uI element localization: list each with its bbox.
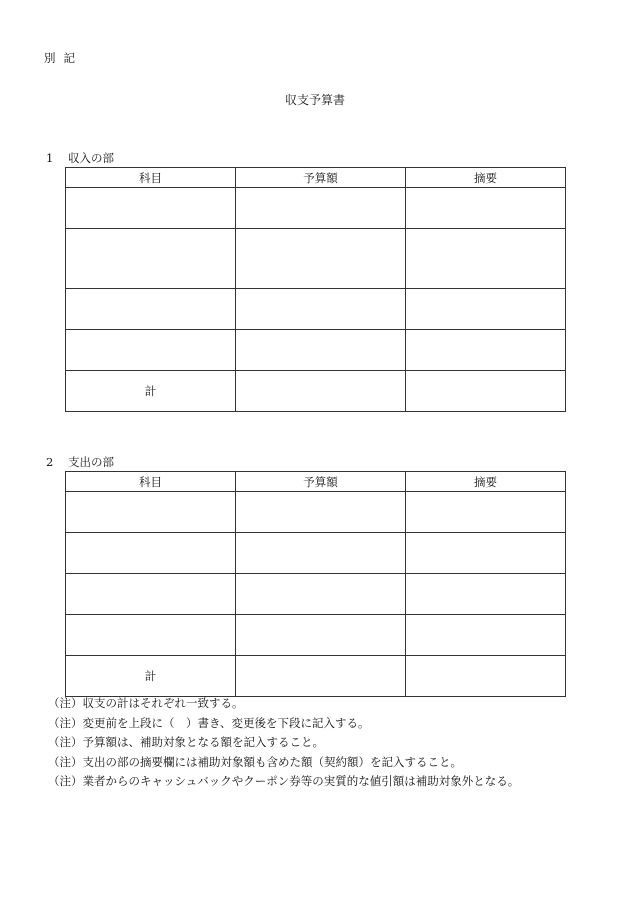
income-total-row xyxy=(66,371,566,412)
note-item: （注）支出の部の摘要欄には補助対象額も含めた額（契約額）を記入すること。 xyxy=(48,754,462,769)
income-cell-budget[interactable] xyxy=(236,289,406,330)
expense-row xyxy=(66,615,566,656)
expense-cell-item[interactable] xyxy=(66,615,236,656)
income-total-label: 計 xyxy=(66,371,236,412)
income-header-row xyxy=(66,168,566,188)
income-section-number: 1 xyxy=(46,151,54,165)
income-section-title xyxy=(46,150,114,166)
expense-cell-budget[interactable] xyxy=(236,615,406,656)
income-row xyxy=(66,289,566,330)
expense-cell-item[interactable] xyxy=(66,492,236,533)
expense-total-row xyxy=(66,656,566,697)
income-cell-budget[interactable] xyxy=(236,188,406,229)
note-item: （注）変更前を上段に（ ）書き、変更後を下段に記入する。 xyxy=(48,715,370,730)
expense-row xyxy=(66,492,566,533)
expense-header-remarks: 摘要 xyxy=(406,472,566,492)
note-item: （注）収支の計はそれぞれ一致する。 xyxy=(48,696,244,710)
income-cell-item[interactable] xyxy=(66,330,236,371)
expense-cell-remarks[interactable] xyxy=(406,615,566,656)
annex-label: 別記 xyxy=(44,51,83,65)
expense-cell-remarks[interactable] xyxy=(406,574,566,615)
expense-cell-remarks[interactable] xyxy=(406,533,566,574)
income-cell-remarks[interactable] xyxy=(406,289,566,330)
notes-list xyxy=(48,694,519,792)
expense-section-title xyxy=(46,454,114,470)
income-cell-remarks[interactable] xyxy=(406,188,566,229)
expense-section-heading: 支出の部 xyxy=(68,455,114,469)
expense-cell-budget[interactable] xyxy=(236,574,406,615)
expense-cell-item[interactable] xyxy=(66,533,236,574)
income-total-budget[interactable] xyxy=(236,371,406,412)
expense-total-budget[interactable] xyxy=(236,656,406,697)
expense-cell-budget[interactable] xyxy=(236,533,406,574)
expense-header-row xyxy=(66,472,566,492)
expense-row xyxy=(66,574,566,615)
income-section-heading: 収入の部 xyxy=(68,151,114,165)
income-header-remarks: 摘要 xyxy=(406,168,566,188)
document-title: 収支予算書 xyxy=(284,93,345,107)
expense-header-item: 科目 xyxy=(66,472,236,492)
expense-total-label: 計 xyxy=(66,656,236,697)
expense-cell-budget[interactable] xyxy=(236,492,406,533)
expense-cell-item[interactable] xyxy=(66,574,236,615)
income-total-remarks[interactable] xyxy=(406,371,566,412)
expense-header-budget: 予算額 xyxy=(236,472,406,492)
expense-cell-remarks[interactable] xyxy=(406,492,566,533)
income-cell-budget[interactable] xyxy=(236,330,406,371)
income-cell-remarks[interactable] xyxy=(406,330,566,371)
expense-row xyxy=(66,533,566,574)
income-row xyxy=(66,188,566,229)
income-header-item: 科目 xyxy=(66,168,236,188)
income-row xyxy=(66,330,566,371)
note-item: （注）予算額は、補助対象となる額を記入すること。 xyxy=(48,735,324,750)
income-row xyxy=(66,229,566,289)
expense-total-remarks[interactable] xyxy=(406,656,566,697)
income-cell-item[interactable] xyxy=(66,229,236,289)
income-cell-remarks[interactable] xyxy=(406,229,566,289)
income-cell-budget[interactable] xyxy=(236,229,406,289)
income-table xyxy=(65,167,566,412)
expense-table xyxy=(65,471,566,697)
income-cell-item[interactable] xyxy=(66,289,236,330)
income-header-budget: 予算額 xyxy=(236,168,406,188)
note-item: （注）業者からのキャッシュバックやクーポン券等の実質的な値引額は補助対象外となる。 xyxy=(48,774,520,789)
expense-section-number: 2 xyxy=(46,455,54,469)
income-cell-item[interactable] xyxy=(66,188,236,229)
